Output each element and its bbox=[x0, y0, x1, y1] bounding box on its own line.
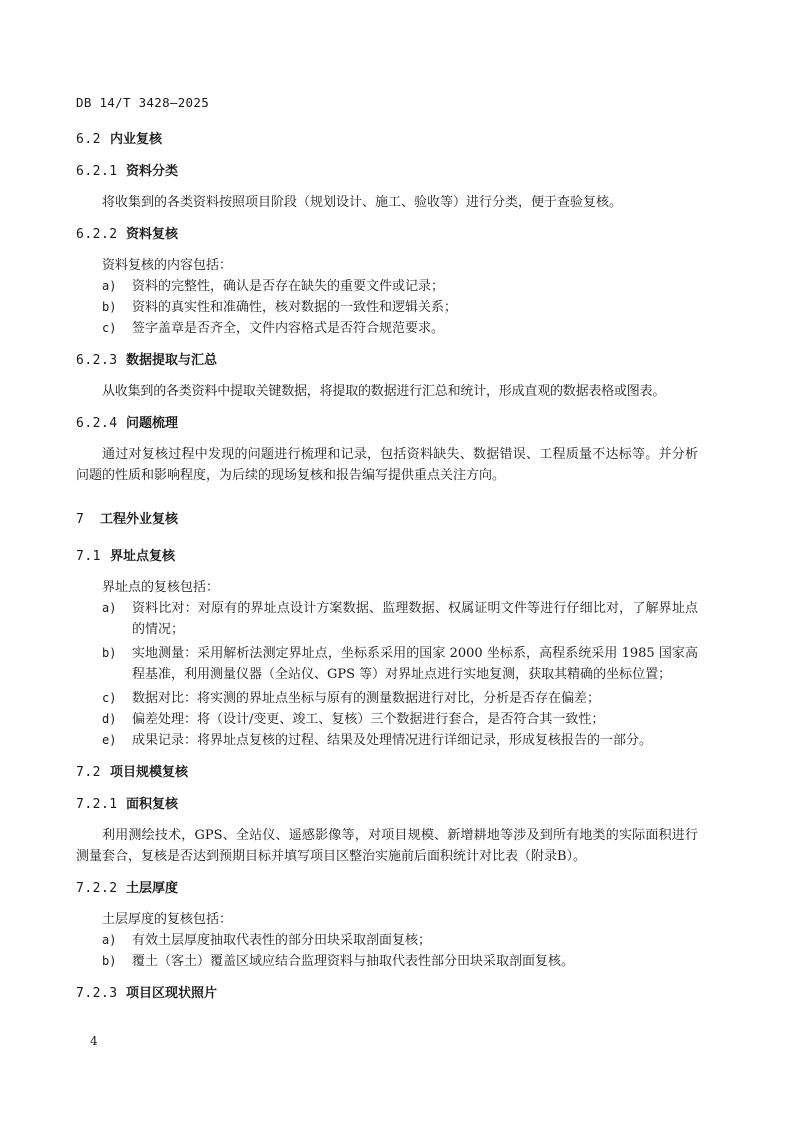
heading-7-2-1: 7.2.1 面积复核 bbox=[76, 797, 179, 812]
heading-6-2-2: 6.2.2 资料复核 bbox=[76, 227, 179, 242]
list-item: c) 签字盖章是否齐全，文件内容格式是否符合规范要求。 bbox=[102, 321, 445, 336]
list-item: e) 成果记录：将界址点复核的过程、结果及处理情况进行详细记录，形成复核报告的一部分。 bbox=[102, 733, 653, 748]
paragraph-6-2-4: 通过对复核过程中发现的问题进行梳理和记录，包括资料缺失、数据错误、工程质量不达标等。并分析问题的性质和影响程度，为后续的现场复核和报告编写提供重点关注方向。 bbox=[76, 447, 698, 483]
heading-6-2-3: 6.2.3 数据提取与汇总 bbox=[76, 353, 218, 368]
paragraph-6-2-1: 将收集到的各类资料按照项目阶段（规划设计、施工、验收等）进行分类，便于查验复核。 bbox=[102, 195, 623, 210]
paragraph-7-2-1: 利用测绘技术，GPS、全站仪、遥感影像等，对项目规模、新增耕地等涉及到所有地类的实际面积进行测量套合，复核是否达到预期目标并填写项目区整治实施前后面积统计对比表（附录B）。 bbox=[76, 828, 698, 864]
list-item: a) 资料的完整性，确认是否存在缺失的重要文件或记录； bbox=[102, 279, 445, 294]
list-item: a) 资料比对：对原有的界址点设计方案数据、监理数据、权属证明文件等进行仔细比对，了解界址点的情况； bbox=[102, 601, 698, 637]
heading-7-2-3: 7.2.3 项目区现状照片 bbox=[76, 986, 218, 1001]
heading-6-2-4: 6.2.4 问题梳理 bbox=[76, 416, 179, 431]
list-item: b) 覆土（客土）覆盖区域应结合监理资料与抽取代表性部分田块采取剖面复核。 bbox=[102, 954, 575, 969]
list-item: c) 数据对比：将实测的界址点坐标与原有的测量数据进行对比，分析是否存在偏差； bbox=[102, 691, 601, 706]
intro-7-1: 界址点的复核包括： bbox=[102, 580, 220, 595]
intro-7-2-2: 土层厚度的复核包括： bbox=[102, 912, 233, 927]
document-body bbox=[76, 129, 698, 1004]
intro-6-2-2: 资料复核的内容包括： bbox=[102, 258, 233, 273]
heading-7-2-2: 7.2.2 土层厚度 bbox=[76, 881, 179, 896]
heading-7: 7 工程外业复核 bbox=[76, 512, 179, 527]
list-item: b) 资料的真实性和准确性，核对数据的一致性和逻辑关系； bbox=[102, 300, 458, 315]
page-number: 4 bbox=[90, 1034, 98, 1048]
paragraph-6-2-3: 从收集到的各类资料中提取关键数据，将提取的数据进行汇总和统计，形成直观的数据表格或图表。 bbox=[102, 384, 666, 399]
heading-7-2: 7.2 项目规模复核 bbox=[76, 765, 189, 780]
heading-7-1: 7.1 界址点复核 bbox=[76, 549, 176, 564]
list-item: b) 实地测量：采用解析法测定界址点，坐标系采用的国家 2000 坐标系，高程系统采用 1985 国家高程基准，利用测量仪器（全站仪、GPS 等）对界址点进行实地复测，获取其精确的坐标位置； bbox=[102, 646, 698, 682]
list-item: d) 偏差处理：将（设计/变更、竣工、复核）三个数据进行套合，是否符合其一致性； bbox=[102, 712, 605, 727]
heading-6-2: 6.2 内业复核 bbox=[76, 132, 163, 147]
standard-code-header: DB 14/T 3428—2025 bbox=[76, 95, 210, 110]
heading-6-2-1: 6.2.1 资料分类 bbox=[76, 164, 179, 179]
list-item: a) 有效土层厚度抽取代表性的部分田块采取剖面复核； bbox=[102, 933, 432, 948]
